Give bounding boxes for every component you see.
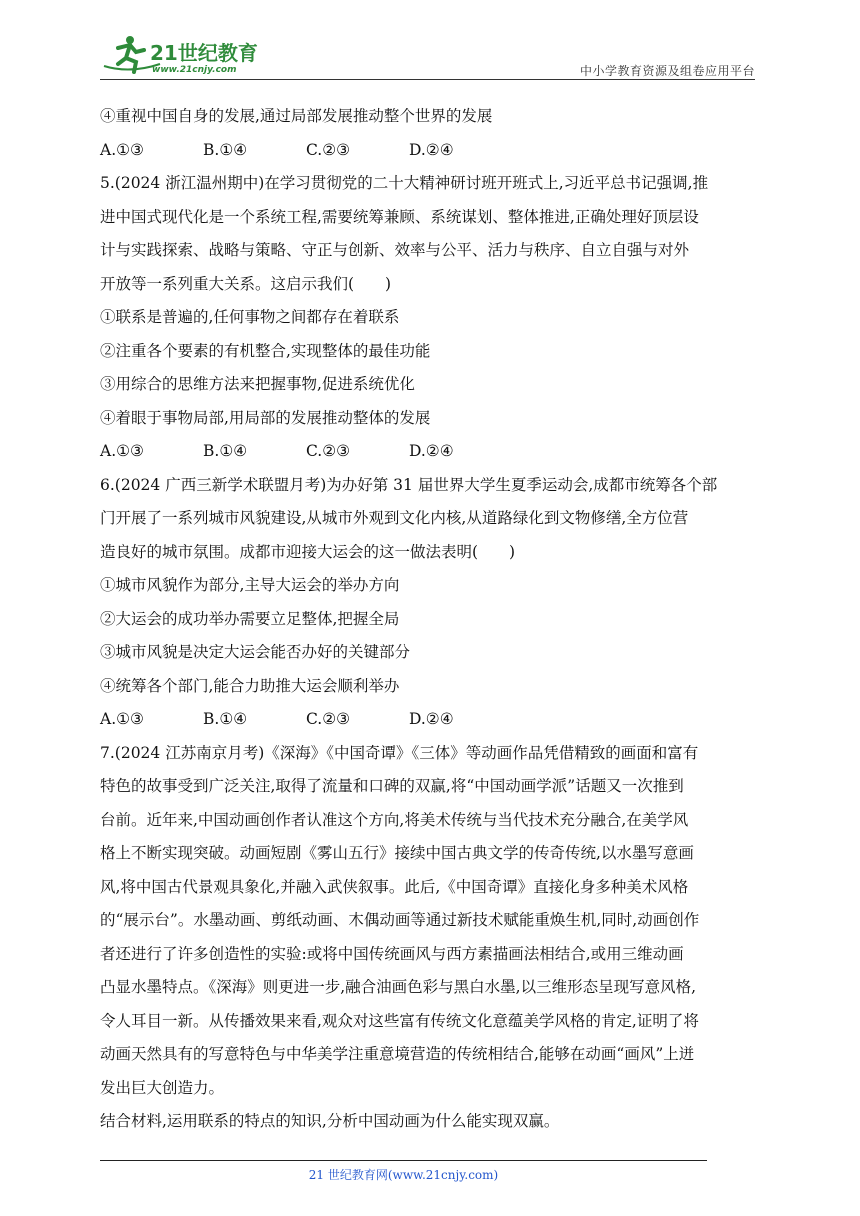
document-body	[100, 100, 760, 1139]
footer-link[interactable]: 21 世纪教育网(www.21cnjy.com)	[308, 1168, 499, 1182]
q6-option-3: ③城市风貌是决定大运会能否办好的关键部分	[100, 643, 411, 661]
q5-option-1: ①联系是普遍的,任何事物之间都存在着联系	[100, 308, 400, 326]
header-divider	[100, 79, 755, 80]
q4-choices	[100, 134, 760, 168]
q7-material-line: 动画天然具有的写意特色与中华美学注重意境营造的传统相结合,能够在动画“画风”上迸	[100, 1045, 695, 1063]
q6-stem-line: 门开展了一系列城市风貌建设,从城市外观到文化内核,从道路绿化到文物修缮,全方位营	[100, 509, 689, 527]
q5-option-3: ③用综合的思维方法来把握事物,促进系统优化	[100, 375, 415, 393]
q7-material-line: 台前。近年来,中国动画创作者认准这个方向,将美术传统与当代技术充分融合,在美学风	[100, 810, 689, 829]
q5-option-4: ④着眼于事物局部,用局部的发展推动整体的发展	[100, 408, 431, 427]
q4-choice-a: A.①③	[100, 140, 144, 159]
q5-choice-d: D.②④	[409, 442, 454, 460]
q7-material-line: 者还进行了许多创造性的实验:或将中国传统画风与西方素描画法相结合,或用三维动画	[100, 944, 684, 963]
q6-choice-d: D.②④	[409, 710, 454, 728]
q7-material-line: 风,将中国古代景观具象化,并融入武侠叙事。此后,《中国奇谭》直接化身多种美术风格	[100, 877, 689, 896]
q6-choices	[100, 703, 760, 737]
logo-url: www.21cnjy.com	[152, 65, 237, 75]
q7-material-line: 格上不断实现突破。动画短剧《雾山五行》接续中国古典文学的传奇传统,以水墨写意画	[100, 844, 694, 862]
q6-stem-line: 6.(2024 广西三新学术联盟月考)为办好第 31 届世界大学生夏季运动会,成都市统筹各个部	[100, 475, 718, 494]
q7-material-line: 发出巨大创造力。	[100, 1078, 225, 1097]
q6-stem-line: 造良好的城市氛围。成都市迎接大运会的这一做法表明( )	[100, 542, 516, 561]
runner-logo-icon	[100, 34, 270, 76]
q7-material-line: 令人耳目一新。从传播效果来看,观众对这些富有传统文化意蕴美学风格的肯定,证明了将	[100, 1011, 699, 1030]
site-logo	[100, 34, 270, 76]
q5-stem-line: 计与实践探索、战略与策略、守正与创新、效率与公平、活力与秩序、自立自强与对外	[100, 241, 690, 259]
q5-choice-c: C.②③	[306, 442, 351, 460]
question-5	[100, 167, 760, 469]
q4-choice-d: D.②④	[409, 140, 454, 159]
question-7	[100, 737, 760, 1139]
q7-material-line: 凸显水墨特点。《深海》则更进一步,融合油画色彩与黑白水墨,以三维形态呈现写意风格,	[100, 978, 697, 996]
q5-choices	[100, 435, 760, 469]
q5-option-2: ②注重各个要素的有机整合,实现整体的最佳功能	[100, 341, 431, 360]
logo-text: 21世纪教育	[150, 41, 258, 65]
q6-choice-b: B.①④	[203, 710, 248, 728]
q7-material-line: 7.(2024 江苏南京月考)《深海》《中国奇谭》《三体》等动画作品凭借精致的画面和富有	[100, 743, 699, 762]
q4-choice-c: C.②③	[306, 140, 351, 159]
q6-choice-a: A.①③	[100, 710, 144, 728]
q7-prompt: 结合材料,运用联系的特点的知识,分析中国动画为什么能实现双赢。	[100, 1112, 560, 1130]
q4-choice-b: B.①④	[203, 140, 248, 159]
q6-option-2: ②大运会的成功举办需要立足整体,把握全局	[100, 609, 400, 628]
q5-choice-b: B.①④	[203, 442, 248, 460]
q7-material-line: 特色的故事受到广泛关注,取得了流量和口碑的双赢,将“中国动画学派”话题又一次推到	[100, 777, 684, 795]
platform-name: 中小学教育资源及组卷应用平台	[579, 64, 755, 78]
q6-option-1: ①城市风貌作为部分,主导大运会的举办方向	[100, 576, 400, 594]
q4-option-4: ④重视中国自身的发展,通过局部发展推动整个世界的发展	[100, 107, 493, 125]
q5-stem-line: 开放等一系列重大关系。这启示我们( )	[100, 274, 392, 293]
q6-option-4: ④统筹各个部门,能合力助推大运会顺利举办	[100, 676, 400, 695]
q5-stem-line: 进中国式现代化是一个系统工程,需要统筹兼顾、系统谋划、整体推进,正确处理好顶层设	[100, 207, 699, 226]
question-6	[100, 469, 760, 737]
q6-choice-c: C.②③	[306, 710, 351, 728]
q7-material-line: 的“展示台”。水墨动画、剪纸动画、木偶动画等通过新技术赋能重焕生机,同时,动画创作	[100, 911, 700, 929]
q5-choice-a: A.①③	[100, 442, 144, 460]
q5-stem-line: 5.(2024 浙江温州期中)在学习贯彻党的二十大精神研讨班开班式上,习近平总书记强调,推	[100, 174, 709, 192]
footer-divider	[100, 1160, 707, 1161]
page-header	[100, 34, 755, 82]
